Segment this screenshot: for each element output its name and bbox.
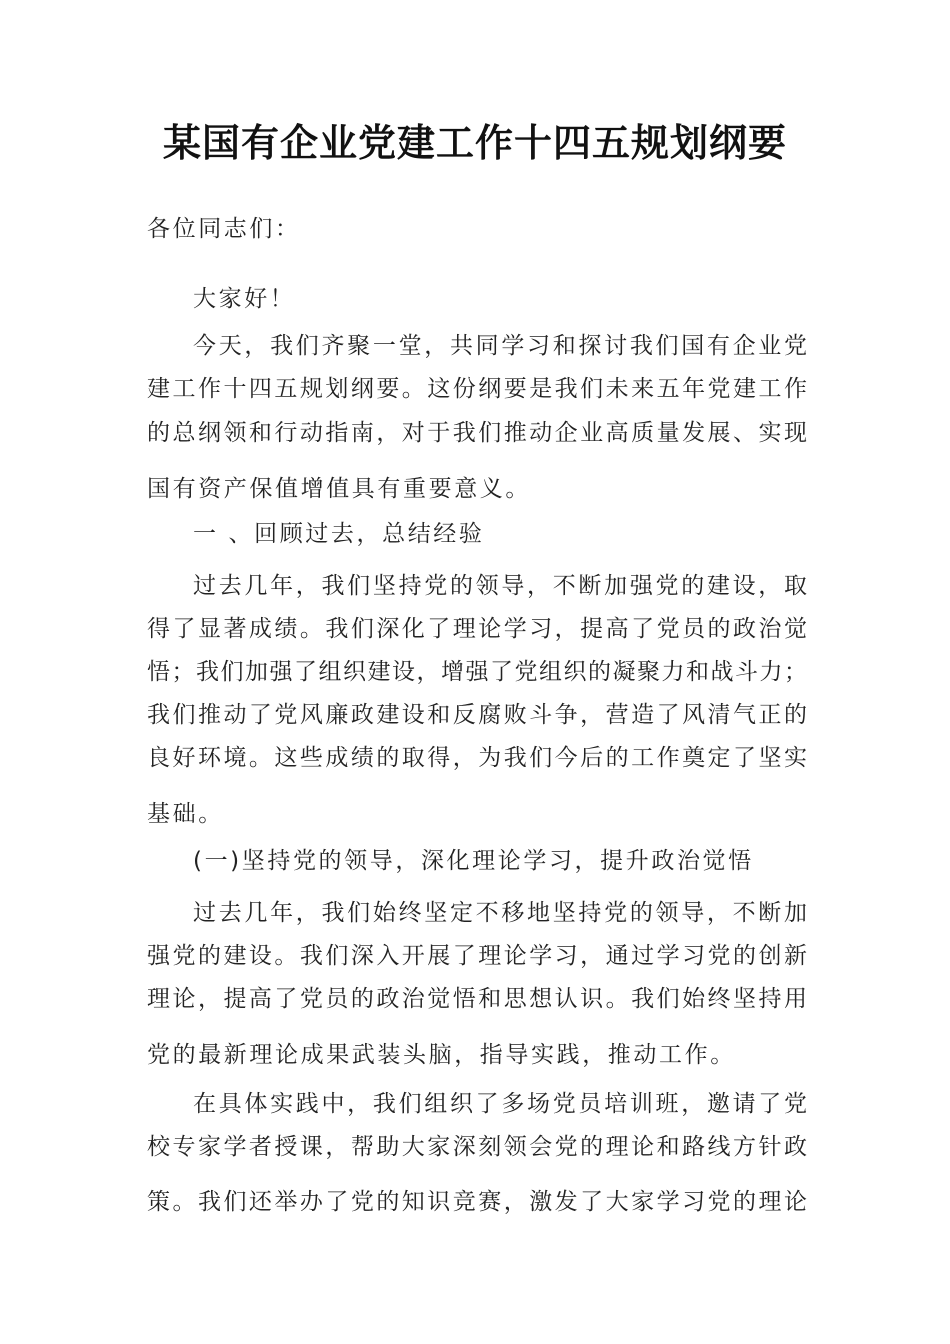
paragraph-line: 我们推动了党风廉政建设和反腐败斗争，营造了风清气正的 (147, 702, 807, 728)
paragraph-line: 过去几年，我们始终坚定不移地坚持党的领导，不断加 (193, 900, 807, 926)
subsection-heading: (一)坚持党的领导，深化理论学习，提升政治觉悟 (193, 848, 754, 874)
paragraph-line: 建工作十四五规划纲要。这份纲要是我们未来五年党建工作 (147, 376, 807, 402)
paragraph-line: 的总纲领和行动指南，对于我们推动企业高质量发展、实现 (147, 420, 807, 446)
section-heading: 一 、回顾过去，总结经验 (193, 521, 485, 547)
paragraph-line: 理论，提高了党员的政治觉悟和思想认识。我们始终坚持用 (147, 986, 807, 1012)
paragraph-line: 悟；我们加强了组织建设，增强了党组织的凝聚力和战斗力； (147, 659, 807, 685)
paragraph-line: 今天，我们齐聚一堂，共同学习和探讨我们国有企业党 (193, 333, 807, 359)
paragraph-line: 过去几年，我们坚持党的领导，不断加强党的建设，取 (193, 573, 807, 599)
salutation: 各位同志们： (147, 216, 301, 242)
paragraph-line: 强党的建设。我们深入开展了理论学习，通过学习党的创新 (147, 943, 807, 969)
paragraph-line: 基础。 (147, 801, 224, 827)
paragraph-line: 校专家学者授课，帮助大家深刻领会党的理论和路线方针政 (147, 1134, 807, 1160)
document-title: 某国有企业党建工作十四五规划纲要 (162, 121, 787, 165)
paragraph-line: 得了显著成绩。我们深化了理论学习，提高了党员的政治觉 (147, 616, 807, 642)
greeting: 大家好！ (193, 286, 296, 312)
paragraph-line: 党的最新理论成果武装头脑，指导实践，推动工作。 (147, 1042, 736, 1068)
paragraph-line: 良好环境。这些成绩的取得，为我们今后的工作奠定了坚实 (147, 745, 807, 771)
paragraph-line: 在具体实践中，我们组织了多场党员培训班，邀请了党 (193, 1091, 807, 1117)
paragraph-line: 策。我们还举办了党的知识竞赛，激发了大家学习党的理论 (147, 1189, 807, 1215)
paragraph-line: 国有资产保值增值具有重要意义。 (147, 476, 531, 502)
